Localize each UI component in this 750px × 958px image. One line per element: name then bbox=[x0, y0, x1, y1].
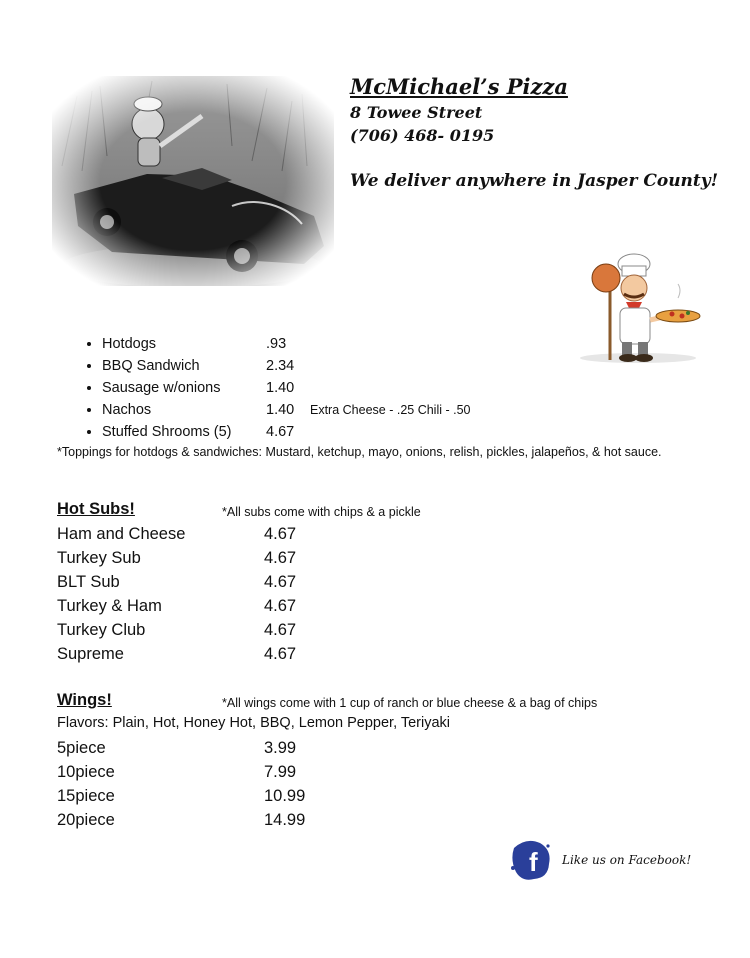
restaurant-name: McMichael’s Pizza bbox=[350, 74, 568, 99]
list-item bbox=[102, 333, 471, 355]
sub-name: Supreme bbox=[57, 645, 124, 663]
table-row bbox=[57, 808, 305, 832]
facebook-link[interactable]: Like us on Facebook! bbox=[562, 853, 692, 867]
hot-subs-list bbox=[57, 522, 296, 666]
toppings-note: *Toppings for hotdogs & sandwiches: Mustard, ketchup, mayo, onions, relish, pickles, jalapeños, & hot sauce. bbox=[57, 445, 662, 459]
item-name: Nachos bbox=[102, 402, 152, 418]
sub-name: BLT Sub bbox=[57, 573, 120, 591]
wing-price: 14.99 bbox=[264, 811, 306, 829]
wings-list bbox=[57, 736, 305, 832]
sub-price: 4.67 bbox=[264, 525, 297, 543]
wing-flavors: Flavors: Plain, Hot, Honey Hot, BBQ, Lemon Pepper, Teriyaki bbox=[57, 715, 451, 731]
table-row bbox=[57, 570, 296, 594]
item-price: 1.40 bbox=[266, 402, 295, 418]
table-row bbox=[57, 618, 296, 642]
sub-name: Turkey & Ham bbox=[57, 597, 162, 615]
mascot-car-photo bbox=[52, 76, 334, 286]
sub-price: 4.67 bbox=[264, 621, 297, 639]
wing-size: 5piece bbox=[57, 739, 106, 757]
sub-name: Turkey Club bbox=[57, 621, 146, 639]
wing-price: 10.99 bbox=[264, 787, 306, 805]
wing-size: 10piece bbox=[57, 763, 115, 781]
wing-size: 20piece bbox=[57, 811, 115, 829]
item-price: 4.67 bbox=[266, 424, 295, 440]
item-price: .93 bbox=[266, 336, 287, 352]
table-row bbox=[57, 760, 305, 784]
wings-note: *All wings come with 1 cup of ranch or blue cheese & a bag of chips bbox=[222, 696, 598, 710]
sub-price: 4.67 bbox=[264, 645, 297, 663]
sub-price: 4.67 bbox=[264, 549, 297, 567]
item-extras: Extra Cheese - .25 Chili - .50 bbox=[310, 403, 471, 417]
svg-text:f: f bbox=[529, 847, 538, 877]
wing-price: 7.99 bbox=[264, 763, 297, 781]
hot-subs-note: *All subs come with chips & a pickle bbox=[222, 505, 421, 519]
sub-name: Ham and Cheese bbox=[57, 525, 186, 543]
table-row bbox=[57, 736, 305, 760]
restaurant-phone: (706) 468- 0195 bbox=[350, 126, 495, 145]
list-item bbox=[102, 421, 471, 443]
wing-price: 3.99 bbox=[264, 739, 297, 757]
delivery-tagline: We deliver anywhere in Jasper County! bbox=[350, 171, 719, 191]
item-price: 2.34 bbox=[266, 358, 295, 374]
list-item bbox=[102, 399, 471, 421]
chef-illustration bbox=[568, 250, 702, 365]
list-item bbox=[102, 377, 471, 399]
item-name: Stuffed Shrooms (5) bbox=[102, 424, 232, 440]
wing-size: 15piece bbox=[57, 787, 115, 805]
table-row bbox=[57, 594, 296, 618]
sub-price: 4.67 bbox=[264, 573, 297, 591]
list-item bbox=[102, 355, 471, 377]
item-name: Sausage w/onions bbox=[102, 380, 221, 396]
table-row bbox=[57, 784, 305, 808]
item-name: BBQ Sandwich bbox=[102, 358, 200, 374]
facebook-icon[interactable] bbox=[508, 838, 552, 882]
snack-items-list bbox=[62, 333, 471, 443]
table-row bbox=[57, 546, 296, 570]
hot-subs-heading: Hot Subs! bbox=[57, 500, 135, 518]
item-price: 1.40 bbox=[266, 380, 295, 396]
table-row bbox=[57, 642, 296, 666]
table-row bbox=[57, 522, 296, 546]
wings-heading: Wings! bbox=[57, 691, 112, 709]
restaurant-address: 8 Towee Street bbox=[350, 103, 483, 122]
sub-price: 4.67 bbox=[264, 597, 297, 615]
item-name: Hotdogs bbox=[102, 336, 157, 352]
sub-name: Turkey Sub bbox=[57, 549, 141, 567]
